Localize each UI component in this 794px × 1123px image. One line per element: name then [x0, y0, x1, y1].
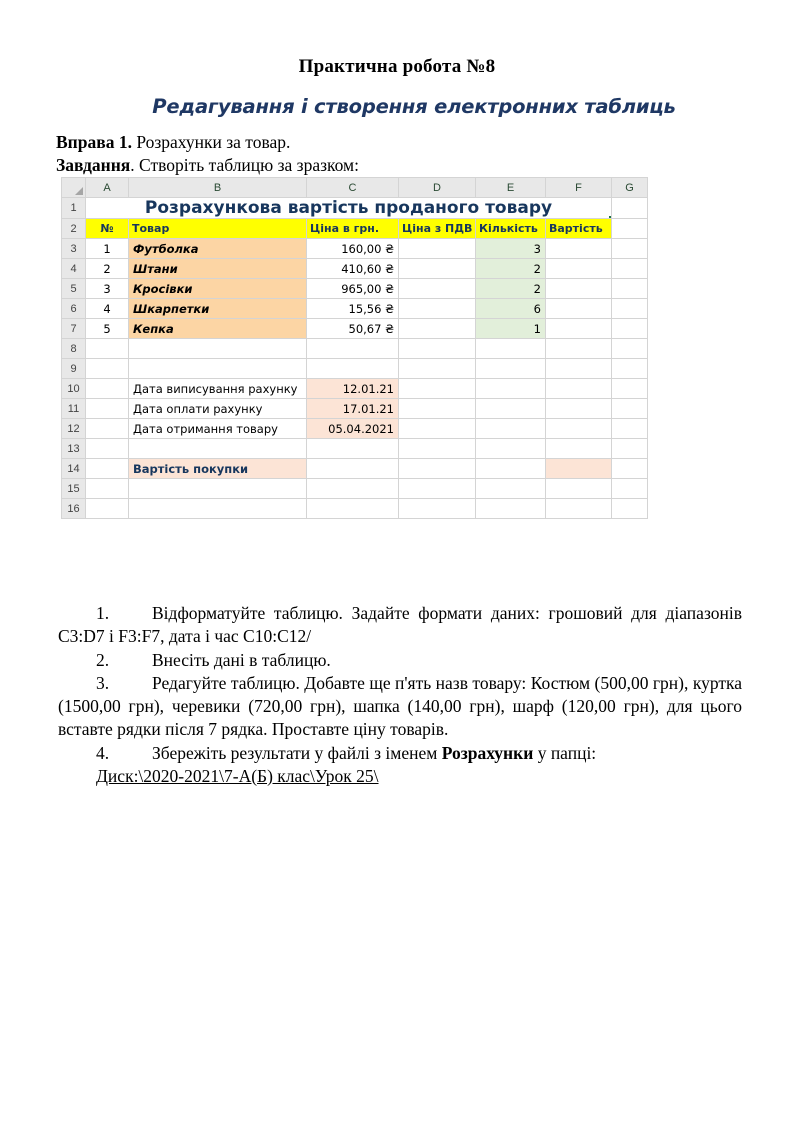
- row-header-3[interactable]: 3: [62, 239, 86, 259]
- row-header-8[interactable]: 8: [62, 339, 86, 359]
- cell-d9[interactable]: [399, 359, 476, 379]
- spreadsheet[interactable]: [61, 177, 648, 519]
- table-row: [62, 499, 648, 519]
- cell-g14[interactable]: [612, 459, 648, 479]
- column-header-d[interactable]: D: [399, 178, 476, 198]
- table-row: [62, 279, 648, 299]
- table-row: [62, 419, 648, 439]
- cell-b9[interactable]: [129, 359, 307, 379]
- cell-g13[interactable]: [612, 439, 648, 459]
- exercise-line: [0, 118, 794, 154]
- task-line: [0, 154, 794, 177]
- cell-b4-product[interactable]: Штани: [129, 259, 307, 279]
- column-header-e[interactable]: E: [476, 178, 546, 198]
- column-header-row: [62, 178, 648, 198]
- cell-g7[interactable]: [612, 319, 648, 339]
- table-row: [62, 379, 648, 399]
- cell-f7-cost[interactable]: [546, 319, 612, 339]
- cell-c6-price[interactable]: 15,56 ₴: [307, 299, 399, 319]
- row-header-7[interactable]: 7: [62, 319, 86, 339]
- cell-d12[interactable]: [399, 419, 476, 439]
- cell-g9[interactable]: [612, 359, 648, 379]
- instruction-item-4: [58, 742, 742, 765]
- cell-a4-num[interactable]: 2: [86, 259, 129, 279]
- cell-b16[interactable]: [129, 499, 307, 519]
- cell-d7-price-vat[interactable]: [399, 319, 476, 339]
- cell-d6-price-vat[interactable]: [399, 299, 476, 319]
- cell-f15[interactable]: [546, 479, 612, 499]
- exercise-label: Вправа 1.: [56, 132, 132, 152]
- column-header-a[interactable]: A: [86, 178, 129, 198]
- table-row: [62, 259, 648, 279]
- cell-b7-product[interactable]: Кепка: [129, 319, 307, 339]
- page-title: Практична робота №8: [298, 56, 496, 77]
- instruction-text-3: Редагуйте таблицю. Добавте ще п'ять назв товару: Костюм (500,00 грн), куртка (1500,00 грн), черевики (720,00 грн), шапка (140,00 грн), шарф (120,00 грн), для цього вставте рядки після 7 рядка. Проставте ціну товарів.: [58, 672, 742, 740]
- spreadsheet-grid[interactable]: [61, 177, 648, 519]
- table-row: [62, 239, 648, 259]
- row-header-10[interactable]: 10: [62, 379, 86, 399]
- cell-f4-cost[interactable]: [546, 259, 612, 279]
- cell-e11[interactable]: [476, 399, 546, 419]
- select-all-corner[interactable]: [62, 178, 86, 198]
- cell-f6-cost[interactable]: [546, 299, 612, 319]
- cell-c11-date-value[interactable]: 17.01.21: [307, 399, 399, 419]
- row-header-13[interactable]: 13: [62, 439, 86, 459]
- cell-b11-date-label[interactable]: Дата оплати рахунку: [129, 399, 307, 419]
- cell-header-num[interactable]: №: [86, 219, 129, 239]
- cell-f12[interactable]: [546, 419, 612, 439]
- instruction-file-path: Диск:\2020-2021\7-А(Б) клас\Урок 25\: [96, 765, 379, 786]
- instruction-item-2: [58, 649, 742, 672]
- cell-g5[interactable]: [612, 279, 648, 299]
- row-header-4[interactable]: 4: [62, 259, 86, 279]
- cell-f3-cost[interactable]: [546, 239, 612, 259]
- row-header-11[interactable]: 11: [62, 399, 86, 419]
- cell-e4-quantity[interactable]: 2: [476, 259, 546, 279]
- cell-g15[interactable]: [612, 479, 648, 499]
- cell-b13[interactable]: [129, 439, 307, 459]
- sheet-title-cell[interactable]: Розрахункова вартість проданого товару: [86, 198, 612, 219]
- cell-a5-num[interactable]: 3: [86, 279, 129, 299]
- table-row: [62, 299, 648, 319]
- cell-a14[interactable]: [86, 459, 129, 479]
- row-header-12[interactable]: 12: [62, 419, 86, 439]
- cell-f10[interactable]: [546, 379, 612, 399]
- row-header-6[interactable]: 6: [62, 299, 86, 319]
- cell-d14[interactable]: [399, 459, 476, 479]
- cell-c3-price[interactable]: 160,00 ₴: [307, 239, 399, 259]
- cell-g16[interactable]: [612, 499, 648, 519]
- cell-c7-price[interactable]: 50,67 ₴: [307, 319, 399, 339]
- instruction-text-4-after: у папці:: [533, 742, 597, 763]
- cell-d8[interactable]: [399, 339, 476, 359]
- cell-e10[interactable]: [476, 379, 546, 399]
- row-header-15[interactable]: 15: [62, 479, 86, 499]
- cell-g10[interactable]: [612, 379, 648, 399]
- table-row: [62, 319, 648, 339]
- table-row: [62, 198, 648, 219]
- table-row: [62, 339, 648, 359]
- cell-d3-price-vat[interactable]: [399, 239, 476, 259]
- instruction-number-2: 2.: [96, 649, 110, 670]
- cell-c10-date-value[interactable]: 12.01.21: [307, 379, 399, 399]
- cell-g6[interactable]: [612, 299, 648, 319]
- cell-c9[interactable]: [307, 359, 399, 379]
- cell-g12[interactable]: [612, 419, 648, 439]
- instruction-text-4-before: Збережіть результати у файлі з іменем: [152, 742, 442, 763]
- cell-g8[interactable]: [612, 339, 648, 359]
- table-row: [62, 459, 648, 479]
- column-header-b[interactable]: B: [129, 178, 307, 198]
- table-row: [62, 399, 648, 419]
- cell-a8[interactable]: [86, 339, 129, 359]
- instruction-text-2: Внесіть дані в таблицю.: [152, 649, 331, 670]
- cell-c5-price[interactable]: 965,00 ₴: [307, 279, 399, 299]
- cell-f8[interactable]: [546, 339, 612, 359]
- cell-b6-product[interactable]: Шкарпетки: [129, 299, 307, 319]
- cell-a15[interactable]: [86, 479, 129, 499]
- cell-f13[interactable]: [546, 439, 612, 459]
- cell-f11[interactable]: [546, 399, 612, 419]
- row-header-16[interactable]: 16: [62, 499, 86, 519]
- cell-g3[interactable]: [612, 239, 648, 259]
- task-text: . Створіть таблицю за зразком:: [130, 155, 359, 176]
- cell-a7-num[interactable]: 5: [86, 319, 129, 339]
- cell-c14[interactable]: [307, 459, 399, 479]
- cell-a10[interactable]: [86, 379, 129, 399]
- cell-e5-quantity[interactable]: 2: [476, 279, 546, 299]
- row-header-1[interactable]: 1: [62, 198, 86, 219]
- instruction-number-1: 1.: [96, 603, 110, 623]
- instructions-list: [58, 602, 742, 788]
- page-subtitle: Редагування і створення електронних таблиць: [152, 95, 676, 118]
- cell-d10[interactable]: [399, 379, 476, 399]
- cell-c13[interactable]: [307, 439, 399, 459]
- instruction-text-4-bold: Розрахунки: [441, 742, 534, 763]
- cell-b10-date-label[interactable]: Дата виписування рахунку: [129, 379, 307, 399]
- instruction-item-3: [58, 672, 742, 742]
- table-row: [62, 359, 648, 379]
- cell-a12[interactable]: [86, 419, 129, 439]
- cell-e14[interactable]: [476, 459, 546, 479]
- cell-a13[interactable]: [86, 439, 129, 459]
- cell-b15[interactable]: [129, 479, 307, 499]
- cell-header-product[interactable]: Товар: [129, 219, 307, 239]
- cell-header-price[interactable]: Ціна в грн.: [307, 219, 399, 239]
- cell-e15[interactable]: [476, 479, 546, 499]
- cell-g11[interactable]: [612, 399, 648, 419]
- cell-f5-cost[interactable]: [546, 279, 612, 299]
- row-header-14[interactable]: 14: [62, 459, 86, 479]
- table-row: [62, 439, 648, 459]
- cell-c15[interactable]: [307, 479, 399, 499]
- cell-e9[interactable]: [476, 359, 546, 379]
- column-header-c[interactable]: C: [307, 178, 399, 198]
- instruction-number-4: 4.: [96, 742, 110, 763]
- cell-b14-total-label[interactable]: Вартість покупки: [129, 459, 307, 479]
- row-header-5[interactable]: 5: [62, 279, 86, 299]
- cell-e8[interactable]: [476, 339, 546, 359]
- cell-d16[interactable]: [399, 499, 476, 519]
- task-label: Завдання: [56, 155, 131, 176]
- column-header-f[interactable]: F: [546, 178, 612, 198]
- cell-e6-quantity[interactable]: 6: [476, 299, 546, 319]
- cell-g2[interactable]: [612, 219, 648, 239]
- cell-c8[interactable]: [307, 339, 399, 359]
- row-header-9[interactable]: 9: [62, 359, 86, 379]
- cell-header-quantity[interactable]: Кількість: [476, 219, 546, 239]
- cell-f9[interactable]: [546, 359, 612, 379]
- cell-d13[interactable]: [399, 439, 476, 459]
- cell-b12-date-label[interactable]: Дата отримання товару: [129, 419, 307, 439]
- column-header-g[interactable]: G: [612, 178, 648, 198]
- cell-a11[interactable]: [86, 399, 129, 419]
- cell-header-cost[interactable]: Вартість: [546, 219, 612, 239]
- cell-e3-quantity[interactable]: 3: [476, 239, 546, 259]
- cell-d11[interactable]: [399, 399, 476, 419]
- cell-b5-product[interactable]: Кросівки: [129, 279, 307, 299]
- cell-e13[interactable]: [476, 439, 546, 459]
- cell-a6-num[interactable]: 4: [86, 299, 129, 319]
- cell-b8[interactable]: [129, 339, 307, 359]
- cell-c16[interactable]: [307, 499, 399, 519]
- cell-c4-price[interactable]: 410,60 ₴: [307, 259, 399, 279]
- cell-g1[interactable]: [612, 198, 648, 219]
- instruction-number-3: 3.: [96, 672, 110, 693]
- cell-e7-quantity[interactable]: 1: [476, 319, 546, 339]
- cell-d4-price-vat[interactable]: [399, 259, 476, 279]
- table-row: [62, 219, 648, 239]
- cell-c12-date-value[interactable]: 05.04.2021: [307, 419, 399, 439]
- cell-d5-price-vat[interactable]: [399, 279, 476, 299]
- cell-f16[interactable]: [546, 499, 612, 519]
- exercise-text: Розрахунки за товар.: [131, 132, 291, 152]
- table-row: [62, 479, 648, 499]
- cell-f14-total-value[interactable]: [546, 459, 612, 479]
- cell-a3-num[interactable]: 1: [86, 239, 129, 259]
- cell-header-price-vat[interactable]: Ціна з ПДВ: [399, 219, 476, 239]
- cell-d15[interactable]: [399, 479, 476, 499]
- instruction-text-1: Відформатуйте таблицю. Задайте формати даних: грошовий для діапазонів C3:D7 і F3:F7, дата і час C10:C12/: [58, 603, 742, 647]
- cell-a16[interactable]: [86, 499, 129, 519]
- cell-g4[interactable]: [612, 259, 648, 279]
- cell-b3-product[interactable]: Футболка: [129, 239, 307, 259]
- cell-e16[interactable]: [476, 499, 546, 519]
- cell-e12[interactable]: [476, 419, 546, 439]
- instruction-item-1: [58, 602, 742, 649]
- row-header-2[interactable]: 2: [62, 219, 86, 239]
- cell-a9[interactable]: [86, 359, 129, 379]
